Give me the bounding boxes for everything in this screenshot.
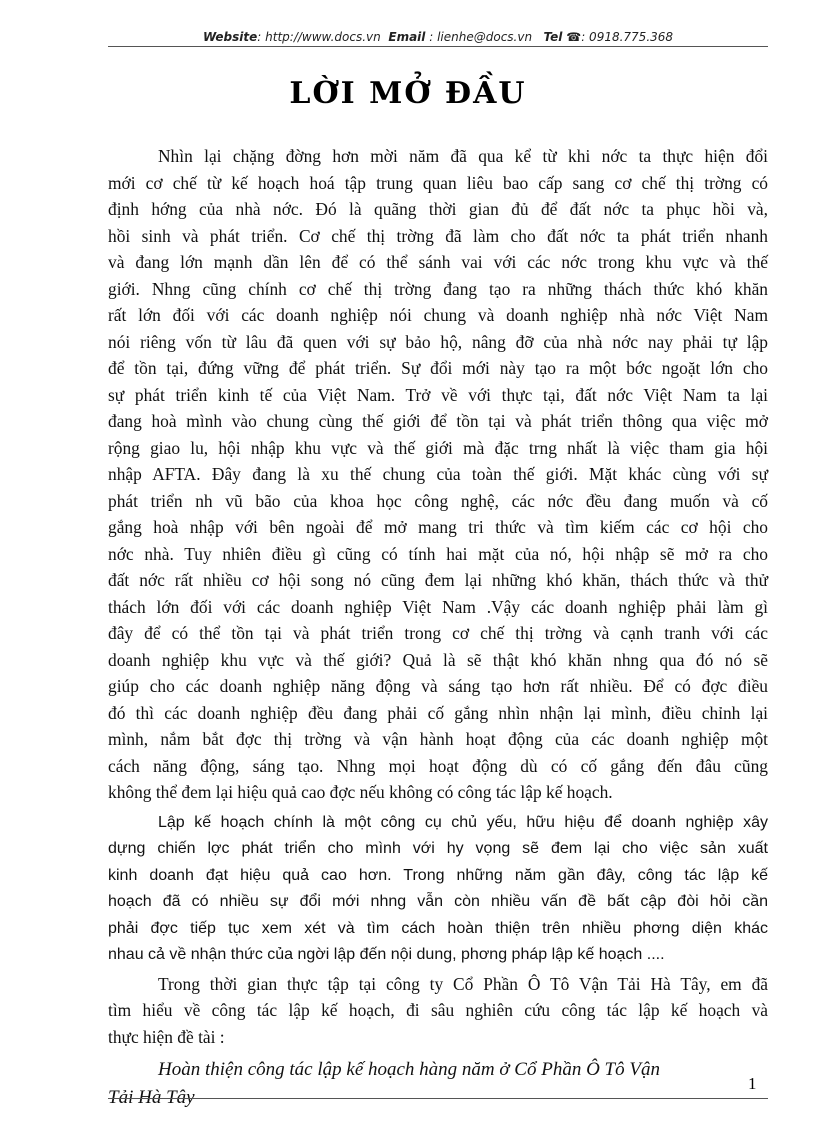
paragraph-internship [108, 971, 768, 1051]
text-line: hồi sinh và phát triển. Cơ chế thị trờng đã làm cho đất nớc ta phát triển nhanh [108, 225, 768, 246]
website-label: Website [202, 30, 258, 44]
page-number: 1 [748, 1074, 757, 1093]
text-line: Lập kế hoạch chính là một công cụ chủ yếu, hữu hiệu để doanh nghiệp xây [158, 813, 768, 831]
text-line: để tồn tại, đứng vững để phát triển. Sự đổi mới này tạo ra một bớc ngoặt lớn cho [108, 358, 768, 378]
text-line: rất lớn đối với các doanh nghiệp nói chung và doanh nghiệp nhà nớc Việt Nam [108, 305, 768, 325]
text-line: Hoàn thiện công tác lập kế hoạch hàng năm ở Cổ Phần Ô Tô Vận [158, 1059, 660, 1080]
text-line: Nhìn lại chặng đờng hơn mời năm đã qua kể từ khi nớc ta thực hiện đổi [158, 146, 768, 166]
text-line: đây để có thể tồn tại và phát triển trong cơ chế thị trờng và cạnh tranh với các [108, 623, 768, 643]
text-line: gắng hoà nhập với bên ngoài để mở mang tri thức và tìm kiếm các cơ hội cho [108, 517, 768, 537]
text-line: đang hoà mình vào chung cùng thế giới để tồn tại và phát triển thông qua việc mở [108, 411, 768, 431]
paragraph-planning [108, 810, 768, 969]
text-line: Trong thời gian thực tập tại công ty Cổ Phần Ô Tô Vận Tải Hà Tây, em đã [158, 973, 768, 994]
phone-icon: ☎ [566, 30, 582, 44]
page-title: LỜI MỞ ĐẦU [289, 76, 527, 111]
text-line: rộng giao lu, hội nhập khu vực và thế giới mà đặc trng nhất là việc tham gia hội [108, 437, 768, 458]
text-line: thách lớn đối với các doanh nghiệp Việt Nam .Vậy các doanh nghiệp phải làm gì [108, 596, 768, 617]
text-line: phải đợc tiếp tục xem xét và tìm cách hoàn thiện trên nhiều phơng diện khác [108, 919, 768, 937]
text-line: mới cơ chế từ kế hoạch hoá tập trung quan liêu bao cấp sang cơ chế thị trờng có [108, 172, 768, 193]
email-label: Email [388, 30, 426, 44]
text-line: nhau cả về nhận thức của ngời lập đến nội dung, phơng pháp lập kế hoạch .... [108, 946, 665, 963]
text-line: đất nớc rất nhiều cơ hội song nó cũng đem lại những khó khăn, thách thức và thử [108, 570, 768, 590]
text-line: phát triển nh vũ bão của khoa học công nghệ, các nớc đều đang muốn và cố [108, 490, 768, 511]
text-line: dựng chiến lợc phát triển cho mình với hy vọng sẽ đem lại cho việc sản xuất [108, 840, 768, 857]
text-line: giới. Nhng cũng chính cơ chế thị trờng đang tạo ra những thách thức khó khăn [108, 278, 768, 299]
document-body [108, 143, 768, 1112]
page-header [108, 30, 768, 44]
text-line: Tải Hà Tây [108, 1087, 195, 1108]
text-line: định hớng của nhà nớc. Đó là quãng thời gian đủ để đất nớc ta phục hồi và, [108, 199, 768, 219]
text-line: doanh nghiệp khu vực và thế giới? Quả là sẽ thật khó khăn nhng qua đó nó sẽ [108, 649, 768, 670]
text-line: thực hiện đề tài : [108, 1026, 225, 1047]
paragraph-intro [108, 143, 768, 806]
footer-divider [108, 1098, 768, 1099]
text-line: cách năng động, sáng tạo. Nhng mọi hoạt động dù có cố gắng đến đâu cũng [108, 755, 768, 776]
thesis-topic [108, 1056, 768, 1112]
website-value: : http://www.docs.vn [257, 30, 381, 44]
text-line: kinh doanh đạt hiệu quả cao hơn. Trong những năm gần đây, công tác lập kế [108, 866, 768, 884]
text-line: tìm hiểu về công tác lập kế hoạch, đi sâu nghiên cứu công tác lập kế hoạch và [108, 1000, 768, 1020]
text-line: sự phát triển kinh tế của Việt Nam. Trở về với thực tại, đất nớc Việt Nam ta lại [108, 384, 768, 405]
text-line: đó thì các doanh nghiệp đều đang phải cố gắng nhìn nhận lại mình, điều chỉnh lại [108, 702, 768, 723]
header-divider [108, 46, 768, 47]
text-line: giúp cho các doanh nghiệp năng động và sáng tạo hơn rất nhiều. Để có đợc điều [108, 676, 768, 696]
text-line: không thể đem lại hiệu quả cao đợc nếu không có công tác lập kế hoạch. [108, 782, 613, 802]
text-line: mình, nắm bắt đợc thị trờng và vận hành hoạt động của các doanh nghiệp một [108, 729, 768, 749]
text-line: nớc nhà. Tuy nhiên điều gì cũng có tính hai mặt của nó, hội nhập sẽ mở ra cho [108, 543, 768, 564]
tel-value: : 0918.775.368 [581, 30, 674, 44]
text-line: nói riêng vốn từ lâu đã quen với sự bảo hộ, nâng đỡ của nhà nớc nay phải tự lập [108, 331, 768, 352]
email-value: : lienhe@docs.vn [429, 30, 533, 44]
tel-label: Tel [543, 30, 563, 44]
text-line: và đang lớn mạnh dần lên để có thể sánh vai với các nớc trong khu vực và thế [108, 252, 768, 272]
text-line: nhập AFTA. Đây đang là xu thế chung của toàn thế giới. Mặt khác cùng với sự [108, 464, 768, 484]
text-line: hoạch đã có nhiều sự đổi mới nhng vẫn còn nhiều vấn đề bất cập đòi hỏi cần [108, 893, 768, 910]
